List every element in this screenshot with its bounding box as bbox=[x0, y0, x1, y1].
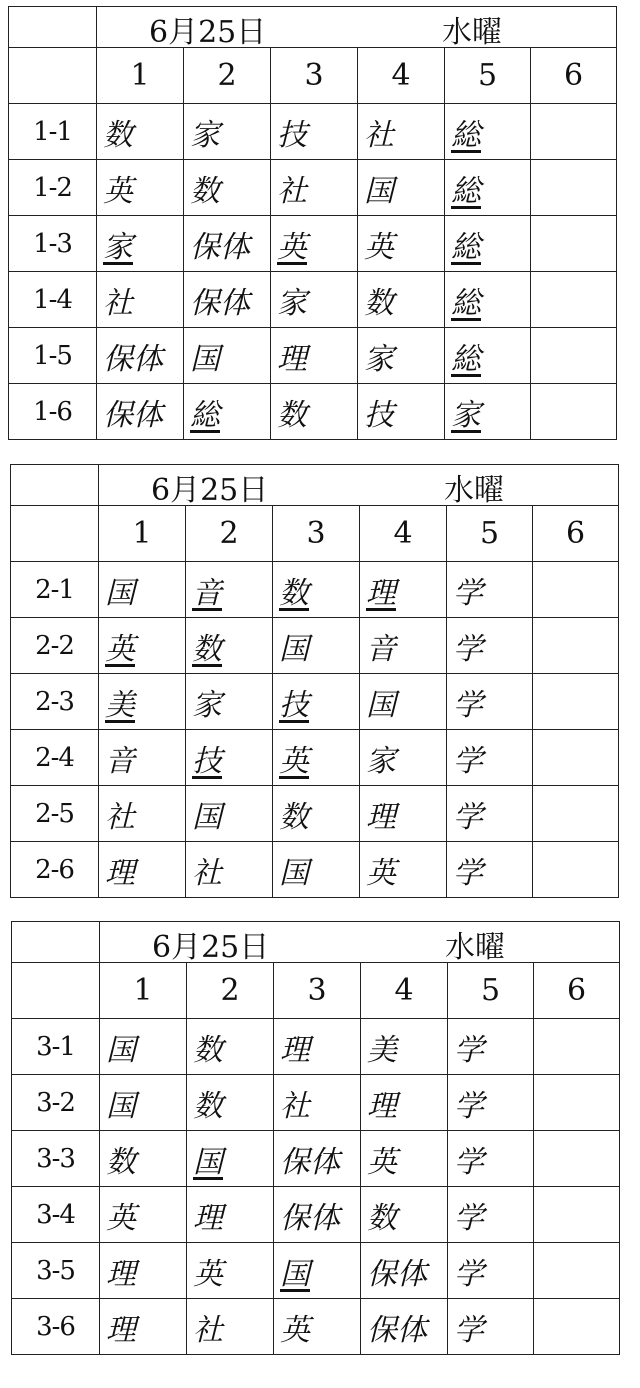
subject-cell bbox=[358, 384, 445, 440]
subject-cell bbox=[273, 842, 360, 898]
class-label: 2-2 bbox=[11, 618, 99, 674]
table-row bbox=[11, 562, 619, 618]
subject-cell bbox=[534, 1019, 620, 1075]
subject-cell bbox=[534, 1131, 620, 1187]
subject-text: 社 bbox=[277, 173, 307, 209]
subject-cell bbox=[99, 562, 186, 618]
subject-cell bbox=[97, 328, 184, 384]
subject-cell bbox=[534, 1075, 620, 1131]
subject-text: 英 bbox=[280, 1312, 310, 1348]
class-label: 2-6 bbox=[11, 842, 99, 898]
subject-text: 数 bbox=[364, 285, 394, 321]
subject-cell bbox=[99, 730, 186, 786]
period-header: 3 bbox=[271, 48, 358, 104]
table-row bbox=[9, 160, 617, 216]
subject-cell bbox=[187, 1187, 274, 1243]
subject-cell bbox=[445, 160, 531, 216]
subject-text: 理 bbox=[106, 1312, 136, 1348]
date-label: 6月25日 bbox=[152, 930, 270, 963]
table-row bbox=[11, 842, 619, 898]
subject-cell bbox=[445, 216, 531, 272]
table-row bbox=[11, 674, 619, 730]
subject-cell bbox=[533, 786, 619, 842]
subject-cell bbox=[447, 730, 533, 786]
subject-text: 学 bbox=[453, 855, 483, 891]
subject-text: 理 bbox=[277, 341, 307, 377]
class-label: 2-5 bbox=[11, 786, 99, 842]
subject-text: 英 bbox=[277, 229, 307, 265]
subject-cell bbox=[99, 674, 186, 730]
subject-cell bbox=[186, 618, 273, 674]
subject-text: 社 bbox=[192, 855, 222, 891]
class-label: 3-3 bbox=[12, 1131, 100, 1187]
subject-cell bbox=[445, 328, 531, 384]
subject-cell bbox=[274, 1075, 361, 1131]
subject-text: 国 bbox=[192, 799, 222, 835]
subject-text: 保体 bbox=[103, 397, 163, 433]
subject-text: 家 bbox=[192, 687, 222, 723]
subject-text: 数 bbox=[279, 799, 309, 835]
subject-cell bbox=[360, 842, 447, 898]
subject-text: 理 bbox=[193, 1200, 223, 1236]
subject-cell bbox=[271, 272, 358, 328]
class-label: 2-4 bbox=[11, 730, 99, 786]
subject-text: 国 bbox=[105, 575, 135, 611]
subject-cell bbox=[533, 562, 619, 618]
subject-text: 数 bbox=[279, 575, 309, 611]
subject-text: 数 bbox=[193, 1088, 223, 1124]
period-header: 6 bbox=[531, 48, 617, 104]
subject-cell bbox=[273, 618, 360, 674]
subject-cell bbox=[99, 618, 186, 674]
subject-text: 学 bbox=[453, 687, 483, 723]
subject-text: 総 bbox=[451, 229, 481, 265]
period-header: 4 bbox=[358, 48, 445, 104]
subject-cell bbox=[99, 842, 186, 898]
period-header: 5 bbox=[447, 506, 533, 562]
subject-text: 理 bbox=[366, 799, 396, 835]
subject-cell bbox=[360, 618, 447, 674]
subject-cell bbox=[361, 1131, 448, 1187]
subject-text: 数 bbox=[190, 173, 220, 209]
table-row bbox=[9, 328, 617, 384]
corner-cell bbox=[9, 48, 97, 104]
subject-cell bbox=[273, 730, 360, 786]
subject-cell bbox=[534, 1243, 620, 1299]
subject-text: 国 bbox=[106, 1032, 136, 1068]
subject-cell bbox=[274, 1243, 361, 1299]
subject-cell bbox=[187, 1299, 274, 1355]
period-header: 3 bbox=[274, 963, 361, 1019]
subject-text: 社 bbox=[280, 1088, 310, 1124]
table-row bbox=[9, 384, 617, 440]
subject-cell bbox=[187, 1075, 274, 1131]
subject-cell bbox=[274, 1299, 361, 1355]
subject-cell bbox=[184, 384, 271, 440]
subject-text: 技 bbox=[364, 397, 394, 433]
table-body bbox=[11, 562, 619, 898]
subject-text: 総 bbox=[451, 285, 481, 321]
subject-text: 数 bbox=[106, 1144, 136, 1180]
subject-cell bbox=[358, 104, 445, 160]
subject-text: 社 bbox=[364, 117, 394, 153]
table-row bbox=[9, 272, 617, 328]
class-label: 3-2 bbox=[12, 1075, 100, 1131]
subject-text: 理 bbox=[366, 575, 396, 611]
subject-text: 英 bbox=[364, 229, 394, 265]
class-label: 3-5 bbox=[12, 1243, 100, 1299]
class-label: 3-1 bbox=[12, 1019, 100, 1075]
subject-text: 英 bbox=[103, 173, 133, 209]
table-row bbox=[11, 618, 619, 674]
subject-cell bbox=[533, 674, 619, 730]
subject-cell bbox=[273, 674, 360, 730]
subject-cell bbox=[361, 1075, 448, 1131]
subject-cell bbox=[100, 1243, 187, 1299]
subject-cell bbox=[274, 1131, 361, 1187]
subject-cell bbox=[100, 1131, 187, 1187]
subject-text: 数 bbox=[193, 1032, 223, 1068]
corner-cell bbox=[11, 465, 99, 506]
subject-cell bbox=[271, 384, 358, 440]
table-row bbox=[12, 1075, 620, 1131]
period-header: 2 bbox=[184, 48, 271, 104]
period-header: 1 bbox=[99, 506, 186, 562]
subject-text: 保体 bbox=[280, 1200, 340, 1236]
subject-text: 学 bbox=[454, 1256, 484, 1292]
subject-text: 国 bbox=[279, 631, 309, 667]
subject-cell bbox=[358, 328, 445, 384]
table-row bbox=[12, 1019, 620, 1075]
period-header: 4 bbox=[361, 963, 448, 1019]
class-label: 1-4 bbox=[9, 272, 97, 328]
subject-cell bbox=[100, 1299, 187, 1355]
subject-cell bbox=[533, 842, 619, 898]
subject-text: 技 bbox=[279, 687, 309, 723]
subject-text: 国 bbox=[106, 1088, 136, 1124]
table-row bbox=[12, 1131, 620, 1187]
subject-cell bbox=[533, 730, 619, 786]
subject-text: 美 bbox=[105, 687, 135, 723]
subject-cell bbox=[360, 730, 447, 786]
subject-text: 総 bbox=[451, 117, 481, 153]
subject-cell bbox=[448, 1243, 534, 1299]
subject-text: 美 bbox=[367, 1032, 397, 1068]
subject-cell bbox=[360, 786, 447, 842]
subject-cell bbox=[445, 272, 531, 328]
subject-cell bbox=[187, 1131, 274, 1187]
subject-text: 家 bbox=[103, 229, 133, 265]
date-label: 6月25日 bbox=[149, 15, 267, 48]
subject-cell bbox=[531, 216, 617, 272]
subject-cell bbox=[184, 328, 271, 384]
subject-text: 学 bbox=[453, 631, 483, 667]
class-label: 2-1 bbox=[11, 562, 99, 618]
class-label: 2-3 bbox=[11, 674, 99, 730]
subject-text: 家 bbox=[277, 285, 307, 321]
subject-text: 英 bbox=[193, 1256, 223, 1292]
class-label: 3-4 bbox=[12, 1187, 100, 1243]
period-header: 5 bbox=[445, 48, 531, 104]
subject-cell bbox=[447, 562, 533, 618]
subject-text: 学 bbox=[453, 799, 483, 835]
subject-text: 技 bbox=[192, 743, 222, 779]
subject-text: 英 bbox=[367, 1144, 397, 1180]
subject-text: 家 bbox=[364, 341, 394, 377]
subject-text: 学 bbox=[454, 1312, 484, 1348]
subject-cell bbox=[531, 104, 617, 160]
subject-text: 数 bbox=[367, 1200, 397, 1236]
period-header: 2 bbox=[186, 506, 273, 562]
weekday-label: 水曜 bbox=[442, 15, 502, 48]
subject-text: 家 bbox=[190, 117, 220, 153]
subject-cell bbox=[100, 1075, 187, 1131]
subject-text: 理 bbox=[367, 1088, 397, 1124]
subject-text: 学 bbox=[454, 1088, 484, 1124]
subject-cell bbox=[184, 104, 271, 160]
subject-cell bbox=[271, 216, 358, 272]
subject-text: 家 bbox=[366, 743, 396, 779]
subject-cell bbox=[186, 786, 273, 842]
subject-cell bbox=[360, 562, 447, 618]
corner-cell bbox=[12, 963, 100, 1019]
subject-cell bbox=[361, 1243, 448, 1299]
subject-text: 学 bbox=[454, 1144, 484, 1180]
corner-cell bbox=[12, 922, 100, 963]
subject-text: 音 bbox=[192, 575, 222, 611]
subject-text: 保体 bbox=[190, 229, 250, 265]
subject-text: 数 bbox=[277, 397, 307, 433]
subject-text: 音 bbox=[105, 743, 135, 779]
corner-cell bbox=[11, 506, 99, 562]
subject-cell bbox=[448, 1019, 534, 1075]
subject-text: 保体 bbox=[280, 1144, 340, 1180]
subject-text: 英 bbox=[279, 743, 309, 779]
subject-cell bbox=[361, 1187, 448, 1243]
date-header bbox=[99, 465, 619, 506]
subject-text: 数 bbox=[103, 117, 133, 153]
subject-cell bbox=[100, 1019, 187, 1075]
table-row bbox=[11, 730, 619, 786]
timetable-grade-2 bbox=[10, 464, 619, 898]
subject-cell bbox=[97, 104, 184, 160]
table-row bbox=[12, 1187, 620, 1243]
subject-text: 数 bbox=[192, 631, 222, 667]
subject-cell bbox=[274, 1019, 361, 1075]
subject-cell bbox=[448, 1075, 534, 1131]
subject-cell bbox=[534, 1187, 620, 1243]
period-header: 3 bbox=[273, 506, 360, 562]
subject-text: 技 bbox=[277, 117, 307, 153]
weekday-label: 水曜 bbox=[444, 473, 504, 506]
subject-text: 社 bbox=[193, 1312, 223, 1348]
class-label: 1-2 bbox=[9, 160, 97, 216]
subject-cell bbox=[361, 1299, 448, 1355]
class-label: 1-1 bbox=[9, 104, 97, 160]
subject-text: 保体 bbox=[103, 341, 163, 377]
period-header: 1 bbox=[100, 963, 187, 1019]
subject-cell bbox=[531, 272, 617, 328]
subject-cell bbox=[448, 1299, 534, 1355]
period-header: 5 bbox=[448, 963, 534, 1019]
subject-cell bbox=[531, 328, 617, 384]
subject-cell bbox=[358, 272, 445, 328]
period-header: 2 bbox=[187, 963, 274, 1019]
table-row bbox=[9, 216, 617, 272]
subject-cell bbox=[447, 674, 533, 730]
subject-cell bbox=[187, 1243, 274, 1299]
subject-text: 社 bbox=[103, 285, 133, 321]
subject-text: 学 bbox=[454, 1200, 484, 1236]
subject-cell bbox=[273, 786, 360, 842]
subject-text: 家 bbox=[451, 397, 481, 433]
subject-text: 国 bbox=[280, 1256, 310, 1292]
subject-cell bbox=[447, 842, 533, 898]
subject-text: 理 bbox=[105, 855, 135, 891]
subject-text: 社 bbox=[105, 799, 135, 835]
table-row bbox=[9, 104, 617, 160]
subject-cell bbox=[271, 160, 358, 216]
subject-cell bbox=[274, 1187, 361, 1243]
subject-text: 保体 bbox=[367, 1256, 427, 1292]
subject-text: 理 bbox=[280, 1032, 310, 1068]
subject-text: 国 bbox=[193, 1144, 223, 1180]
subject-cell bbox=[184, 160, 271, 216]
subject-cell bbox=[448, 1131, 534, 1187]
corner-cell bbox=[9, 7, 97, 48]
subject-cell bbox=[271, 104, 358, 160]
subject-cell bbox=[97, 216, 184, 272]
subject-cell bbox=[186, 730, 273, 786]
subject-cell bbox=[531, 160, 617, 216]
period-header: 1 bbox=[97, 48, 184, 104]
subject-text: 学 bbox=[453, 575, 483, 611]
table-body bbox=[12, 1019, 620, 1355]
subject-text: 学 bbox=[454, 1032, 484, 1068]
subject-text: 保体 bbox=[190, 285, 250, 321]
subject-text: 総 bbox=[451, 173, 481, 209]
subject-cell bbox=[273, 562, 360, 618]
subject-text: 英 bbox=[105, 631, 135, 667]
subject-cell bbox=[531, 384, 617, 440]
class-label: 1-5 bbox=[9, 328, 97, 384]
subject-text: 英 bbox=[106, 1200, 136, 1236]
date-header bbox=[100, 922, 620, 963]
table-body bbox=[9, 104, 617, 440]
subject-cell bbox=[533, 618, 619, 674]
subject-cell bbox=[448, 1187, 534, 1243]
subject-cell bbox=[186, 842, 273, 898]
subject-cell bbox=[271, 328, 358, 384]
subject-text: 国 bbox=[366, 687, 396, 723]
subject-cell bbox=[97, 384, 184, 440]
subject-cell bbox=[187, 1019, 274, 1075]
subject-text: 保体 bbox=[367, 1312, 427, 1348]
subject-cell bbox=[97, 160, 184, 216]
subject-cell bbox=[186, 674, 273, 730]
date-label: 6月25日 bbox=[151, 473, 269, 506]
subject-text: 総 bbox=[190, 397, 220, 433]
subject-cell bbox=[358, 216, 445, 272]
subject-text: 国 bbox=[190, 341, 220, 377]
period-header: 6 bbox=[534, 963, 620, 1019]
subject-cell bbox=[361, 1019, 448, 1075]
class-label: 3-6 bbox=[12, 1299, 100, 1355]
period-header: 4 bbox=[360, 506, 447, 562]
subject-cell bbox=[445, 104, 531, 160]
table-row bbox=[12, 1299, 620, 1355]
class-label: 1-6 bbox=[9, 384, 97, 440]
subject-cell bbox=[184, 216, 271, 272]
class-label: 1-3 bbox=[9, 216, 97, 272]
subject-text: 総 bbox=[451, 341, 481, 377]
subject-text: 学 bbox=[453, 743, 483, 779]
subject-cell bbox=[534, 1299, 620, 1355]
subject-text: 国 bbox=[364, 173, 394, 209]
table-row bbox=[12, 1243, 620, 1299]
subject-cell bbox=[445, 384, 531, 440]
subject-cell bbox=[186, 562, 273, 618]
subject-cell bbox=[184, 272, 271, 328]
weekday-label: 水曜 bbox=[445, 930, 505, 963]
period-header: 6 bbox=[533, 506, 619, 562]
subject-cell bbox=[447, 786, 533, 842]
table-row bbox=[11, 786, 619, 842]
subject-text: 英 bbox=[366, 855, 396, 891]
subject-cell bbox=[358, 160, 445, 216]
subject-text: 音 bbox=[366, 631, 396, 667]
subject-cell bbox=[360, 674, 447, 730]
subject-text: 理 bbox=[106, 1256, 136, 1292]
subject-text: 国 bbox=[279, 855, 309, 891]
subject-cell bbox=[447, 618, 533, 674]
timetable-grade-3 bbox=[11, 921, 620, 1355]
subject-cell bbox=[99, 786, 186, 842]
timetable-grade-1 bbox=[8, 6, 617, 440]
subject-cell bbox=[97, 272, 184, 328]
subject-cell bbox=[100, 1187, 187, 1243]
date-header bbox=[97, 7, 617, 48]
